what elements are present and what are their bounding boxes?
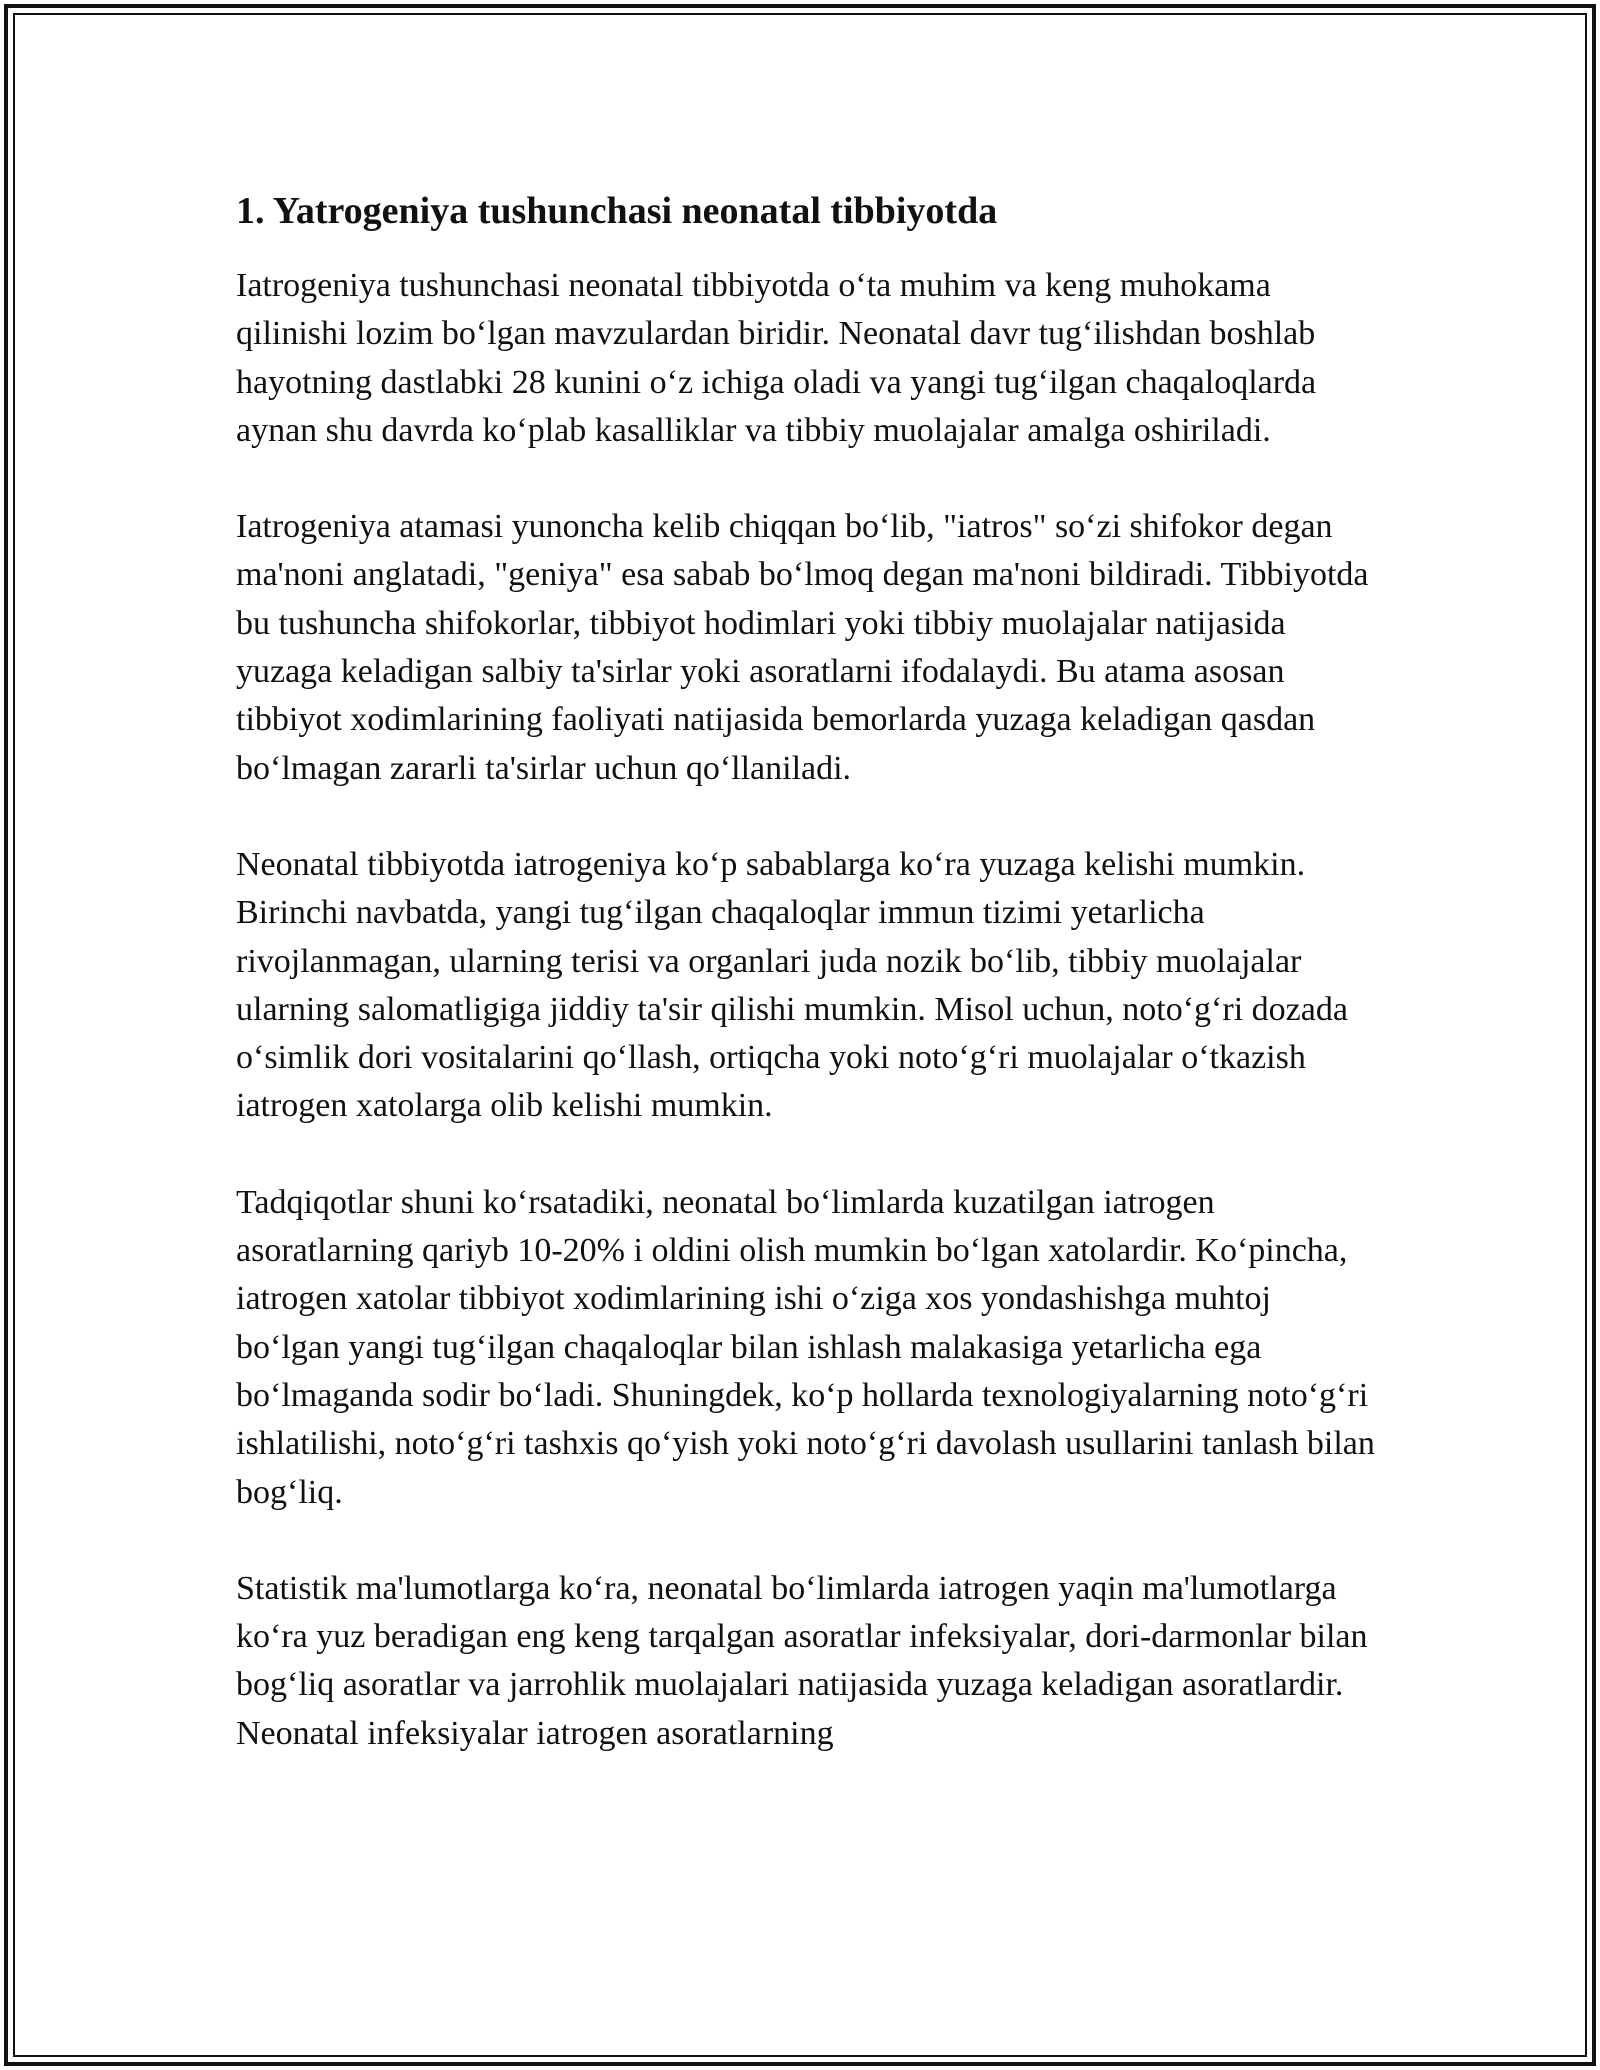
paragraph-causes: Neonatal tibbiyotda iatrogeniya ko‘p sabablarga ko‘ra yuzaga kelishi mumkin. Birinchi navbatda, yangi tug‘ilgan chaqaloqlar immun tizimi yetarlicha rivojlanmagan, ularning terisi va organlari juda nozik bo‘lib, tibbiy muolajalar ularning salomatligiga jiddiy ta'sir qilishi mumkin. Misol uchun, noto‘g‘ri dozada o‘simlik dori vositalarini qo‘llash, ortiqcha yoki noto‘g‘ri muolajalar o‘tkazish iatrogen xatolarga olib kelishi mumkin. xyxy=(236,845,1348,1125)
paragraph-statistics: Statistik ma'lumotlarga ko‘ra, neonatal bo‘limlarda iatrogen yaqin ma'lumotlarga ko‘ra yuz beradigan eng keng tarqalgan asoratlar infeksiyalar, dori-darmonlar bilan bog‘liq asoratlar va jarrohlik muolajalari natijasida yuzaga keladigan asoratlardir. Neonatal infeksiyalar iatrogen asoratlarning xyxy=(236,1569,1368,1752)
section-heading: 1. Yatrogeniya tushunchasi neonatal tibbiyotda xyxy=(236,190,998,232)
paragraph-research: Tadqiqotlar shuni ko‘rsatadiki, neonatal bo‘limlarda kuzatilgan iatrogen asoratlarning qariyb 10-20% i oldini olish mumkin bo‘lgan xatolardir. Ko‘pincha, iatrogen xatolar tibbiyot xodimlarining ishi o‘ziga xos yondashishga muhtoj bo‘lgan yangi tug‘ilgan chaqaloqlar bilan ishlash malakasiga yetarlicha ega bo‘lmaganda sodir bo‘ladi. Shuningdek, ko‘p hollarda texnologiyalarning noto‘g‘ri ishlatilishi, noto‘g‘ri tashxis qo‘yish yoki noto‘g‘ri davolash usullarini tanlash bilan bog‘liq. xyxy=(236,1183,1375,1511)
paragraph-definition: Iatrogeniya tushunchasi neonatal tibbiyotda o‘ta muhim va keng muhokama qilinishi lozim bo‘lgan mavzulardan biridir. Neonatal davr tug‘ilishdan boshlab hayotning dastlabki 28 kunini o‘z ichiga oladi va yangi tug‘ilgan chaqaloqlarda aynan shu davrda ko‘plab kasalliklar va tibbiy muolajalar amalga oshiriladi. xyxy=(236,267,1317,449)
document-body xyxy=(236,186,1376,1806)
paragraph-etymology: Iatrogeniya atamasi yunoncha kelib chiqqan bo‘lib, "iatros" so‘zi shifokor degan ma'noni anglatadi, "geniya" esa sabab bo‘lmoq degan ma'noni bildiradi. Tibbiyotda bu tushuncha shifokorlar, tibbiyot hodimlari yoki tibbiy muolajalar natijasida yuzaga keladigan salbiy ta'sirlar yoki asoratlarni ifodalaydi. Bu atama asosan tibbiyot xodimlarining faoliyati natijasida bemorlarda yuzaga keladigan qasdan bo‘lmagan zararli ta'sirlar uchun qo‘llaniladi. xyxy=(236,508,1369,787)
